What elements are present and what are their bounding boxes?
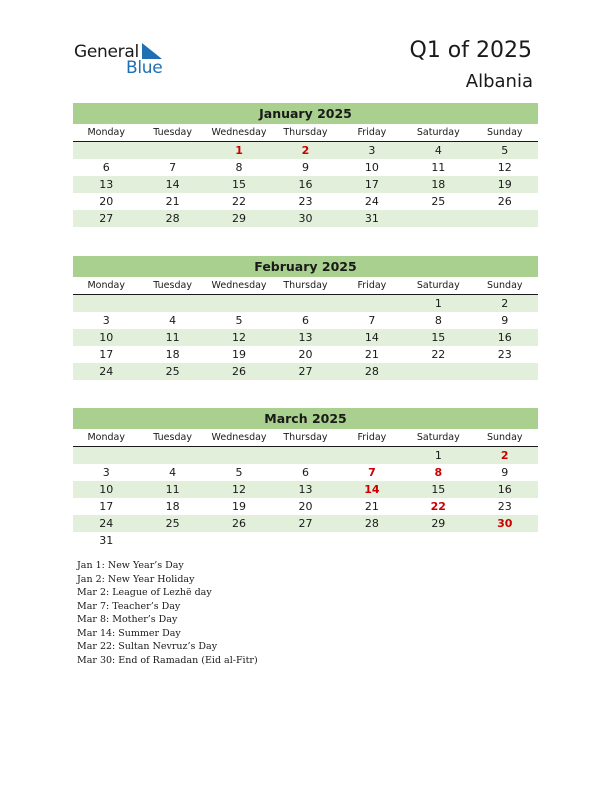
weekday-label: Friday <box>357 127 387 138</box>
date-cell: 9 <box>501 466 509 479</box>
week-row <box>73 481 538 498</box>
weekday-label: Saturday <box>416 432 460 443</box>
week-row <box>73 295 538 312</box>
date-cell: 26 <box>497 195 512 208</box>
date-cell: 19 <box>232 500 247 513</box>
date-cell: 18 <box>431 178 446 191</box>
date-cell: 11 <box>165 331 180 344</box>
date-cell: 15 <box>232 178 247 191</box>
date-cell: 24 <box>99 365 114 378</box>
date-cell <box>139 295 205 312</box>
date-cell: 7 <box>169 161 177 174</box>
weekday-label: Thursday <box>283 280 328 291</box>
date-cell <box>206 447 272 464</box>
date-cell: 6 <box>102 161 110 174</box>
date-cell: 21 <box>364 500 379 513</box>
date-cell <box>472 210 538 227</box>
month-title: January 2025 <box>73 103 538 124</box>
weekday-label: Wednesday <box>211 432 267 443</box>
holiday-date-cell: 2 <box>301 144 310 157</box>
month-january <box>73 103 538 227</box>
date-cell: 15 <box>431 331 446 344</box>
date-cell <box>339 532 405 549</box>
weekday-label: Tuesday <box>153 280 192 291</box>
date-cell: 9 <box>501 314 509 327</box>
date-cell: 10 <box>99 331 114 344</box>
date-cell: 22 <box>232 195 247 208</box>
holiday-note: Jan 1: New Year’s Day <box>77 560 184 571</box>
week-row <box>73 210 538 227</box>
week-row <box>73 176 538 193</box>
weekday-label: Sunday <box>486 280 523 291</box>
holiday-note: Jan 2: New Year Holiday <box>77 573 195 585</box>
holiday-date-cell: 8 <box>434 466 443 479</box>
date-cell: 8 <box>235 161 243 174</box>
date-cell: 28 <box>165 212 180 225</box>
date-cell: 25 <box>431 195 446 208</box>
weekday-label: Monday <box>87 280 125 291</box>
holiday-note: Mar 7: Teacher’s Day <box>77 600 181 612</box>
holiday-note: Mar 2: League of Lezhë day <box>77 587 212 598</box>
date-cell: 13 <box>298 483 313 496</box>
week-row <box>73 193 538 210</box>
date-cell: 30 <box>298 212 313 225</box>
date-cell <box>139 142 205 159</box>
date-cell <box>339 295 405 312</box>
date-cell: 4 <box>169 466 177 479</box>
week-row <box>73 464 538 481</box>
holiday-date-cell: 2 <box>500 449 509 462</box>
weekday-header-row <box>73 429 538 447</box>
weekday-label: Saturday <box>416 280 460 291</box>
date-cell: 20 <box>298 348 313 361</box>
weekday-label: Tuesday <box>153 127 192 138</box>
holiday-date-cell: 7 <box>368 466 376 479</box>
holiday-date-cell: 30 <box>497 517 513 530</box>
week-row <box>73 329 538 346</box>
date-cell: 19 <box>232 348 247 361</box>
date-cell: 21 <box>364 348 379 361</box>
month-february <box>73 256 538 380</box>
week-row <box>73 159 538 176</box>
weekday-label: Thursday <box>283 432 328 443</box>
weekday-label: Sunday <box>486 432 523 443</box>
logo-text-general: General <box>74 42 139 62</box>
date-cell: 12 <box>232 331 247 344</box>
date-cell: 20 <box>99 195 114 208</box>
date-cell: 18 <box>165 348 180 361</box>
date-cell: 8 <box>434 314 442 327</box>
month-title: March 2025 <box>73 408 538 429</box>
weekday-label: Tuesday <box>153 432 192 443</box>
logo-flag-icon <box>142 43 162 59</box>
date-cell <box>206 532 272 549</box>
holiday-note: Mar 22: Sultan Nevruz’s Day <box>77 641 218 652</box>
weekday-header-row <box>73 277 538 295</box>
date-cell: 24 <box>99 517 114 530</box>
date-cell: 26 <box>232 365 247 378</box>
date-cell: 11 <box>165 483 180 496</box>
date-cell: 23 <box>298 195 313 208</box>
date-cell: 3 <box>102 466 110 479</box>
weekday-label: Wednesday <box>211 127 267 138</box>
week-row <box>73 447 538 464</box>
date-cell: 20 <box>298 500 313 513</box>
date-cell: 22 <box>431 348 446 361</box>
date-cell: 21 <box>165 195 180 208</box>
date-cell: 5 <box>235 314 243 327</box>
date-cell <box>139 447 205 464</box>
date-cell: 16 <box>497 483 512 496</box>
holiday-date-cell: 1 <box>235 144 243 157</box>
week-row <box>73 346 538 363</box>
weekday-label: Monday <box>87 127 125 138</box>
weekday-label: Wednesday <box>211 280 267 291</box>
date-cell <box>472 532 538 549</box>
brand-logo <box>74 42 174 76</box>
date-cell: 3 <box>102 314 110 327</box>
holiday-note: Mar 14: Summer Day <box>77 627 181 639</box>
date-cell <box>73 142 139 159</box>
date-cell: 14 <box>364 331 379 344</box>
holiday-list <box>77 559 258 667</box>
holiday-date-cell: 22 <box>430 500 446 513</box>
date-cell: 10 <box>364 161 379 174</box>
week-row <box>73 142 538 159</box>
holiday-note: Mar 8: Mother’s Day <box>77 614 178 625</box>
date-cell <box>206 295 272 312</box>
date-cell: 3 <box>368 144 376 157</box>
date-cell: 27 <box>298 517 313 530</box>
date-cell: 5 <box>235 466 243 479</box>
date-cell: 31 <box>99 534 114 547</box>
date-cell: 12 <box>497 161 512 174</box>
date-cell: 25 <box>165 517 180 530</box>
date-cell: 29 <box>232 212 247 225</box>
weekday-label: Friday <box>357 432 387 443</box>
date-cell: 25 <box>165 365 180 378</box>
weekday-header-row <box>73 124 538 142</box>
weekday-label: Sunday <box>486 127 523 138</box>
date-cell <box>339 447 405 464</box>
week-row <box>73 515 538 532</box>
date-cell <box>73 447 139 464</box>
country-name: Albania <box>465 71 533 92</box>
date-cell: 17 <box>99 500 114 513</box>
holiday-date-cell: 14 <box>364 483 380 496</box>
date-cell: 16 <box>298 178 313 191</box>
date-cell: 6 <box>301 314 309 327</box>
week-row <box>73 532 538 549</box>
month-march <box>73 408 538 549</box>
holiday-note: Mar 30: End of Ramadan (Eid al-Fitr) <box>77 654 258 666</box>
date-cell <box>272 295 338 312</box>
week-row <box>73 312 538 329</box>
date-cell: 13 <box>298 331 313 344</box>
date-cell: 27 <box>298 365 313 378</box>
date-cell: 31 <box>364 212 379 225</box>
date-cell: 26 <box>232 517 247 530</box>
date-cell: 23 <box>497 500 512 513</box>
date-cell: 28 <box>364 365 379 378</box>
date-cell: 9 <box>301 161 309 174</box>
weekday-label: Monday <box>87 432 125 443</box>
date-cell: 5 <box>501 144 509 157</box>
date-cell: 1 <box>434 449 442 462</box>
logo-text-blue: Blue <box>126 58 163 78</box>
page-title: Q1 of 2025 <box>409 38 532 63</box>
date-cell: 14 <box>165 178 180 191</box>
date-cell: 2 <box>501 297 509 310</box>
date-cell: 4 <box>169 314 177 327</box>
date-cell: 10 <box>99 483 114 496</box>
date-cell: 28 <box>364 517 379 530</box>
date-cell: 17 <box>364 178 379 191</box>
weekday-label: Thursday <box>283 127 328 138</box>
date-cell: 29 <box>431 517 446 530</box>
week-row <box>73 498 538 515</box>
date-cell: 1 <box>434 297 442 310</box>
week-row <box>73 363 538 380</box>
month-title: February 2025 <box>73 256 538 277</box>
date-cell <box>139 532 205 549</box>
date-cell: 13 <box>99 178 114 191</box>
date-cell: 17 <box>99 348 114 361</box>
date-cell: 18 <box>165 500 180 513</box>
date-cell <box>272 532 338 549</box>
date-cell: 16 <box>497 331 512 344</box>
date-cell: 15 <box>431 483 446 496</box>
date-cell: 19 <box>497 178 512 191</box>
date-cell: 27 <box>99 212 114 225</box>
date-cell <box>405 210 471 227</box>
date-cell: 11 <box>431 161 446 174</box>
date-cell <box>405 363 471 380</box>
date-cell <box>272 447 338 464</box>
date-cell: 6 <box>301 466 309 479</box>
date-cell: 4 <box>434 144 442 157</box>
weekday-label: Saturday <box>416 127 460 138</box>
date-cell <box>405 532 471 549</box>
date-cell <box>472 363 538 380</box>
weekday-label: Friday <box>357 280 387 291</box>
date-cell: 7 <box>368 314 376 327</box>
date-cell <box>73 295 139 312</box>
date-cell: 23 <box>497 348 512 361</box>
date-cell: 12 <box>232 483 247 496</box>
date-cell: 24 <box>364 195 379 208</box>
